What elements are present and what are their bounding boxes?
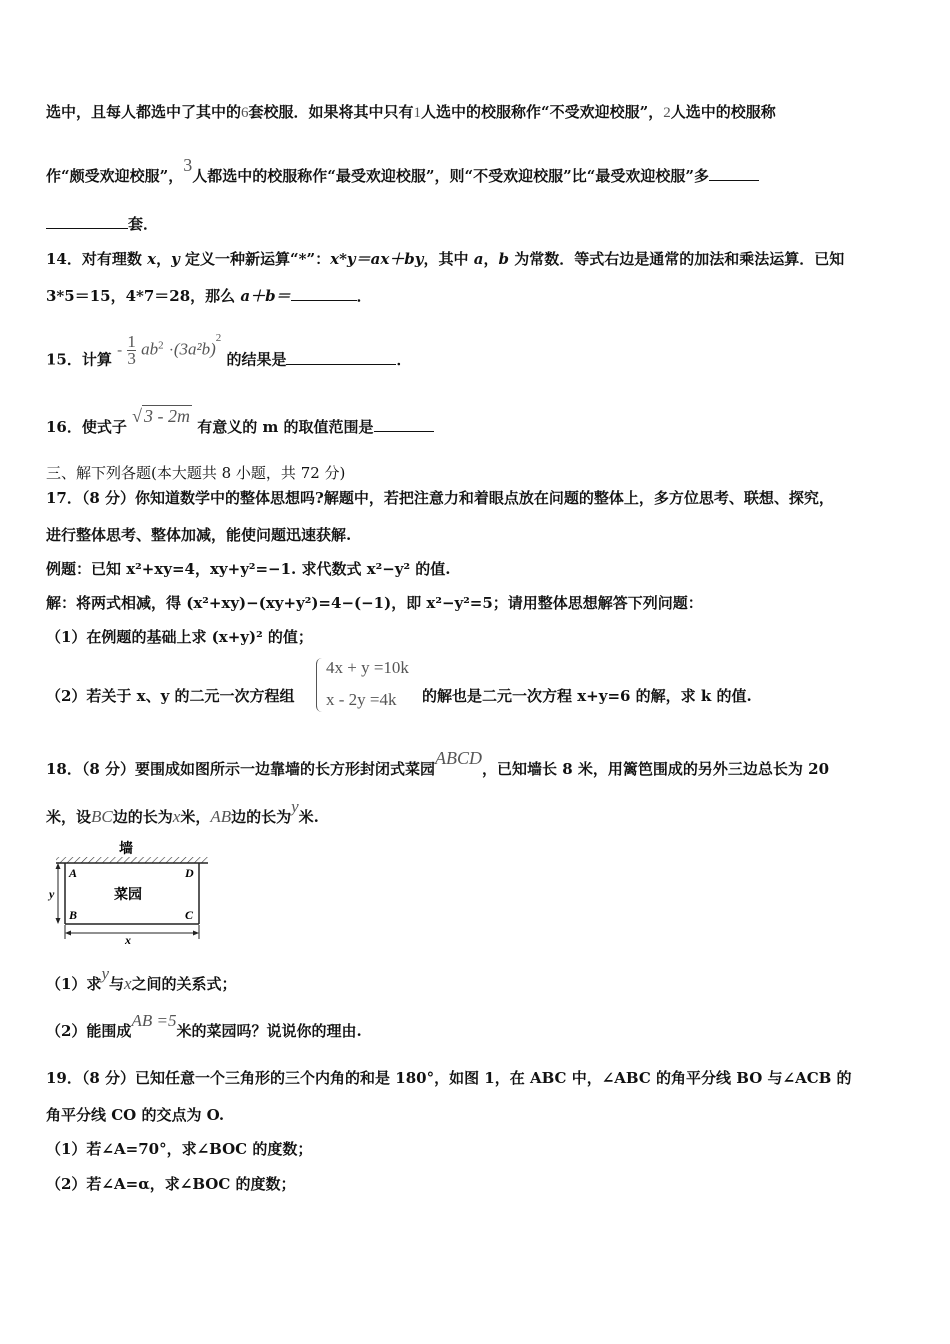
equation-row: x - 2y =4k [326,690,397,709]
q15-fraction [127,334,136,367]
q18-line1 [46,748,830,779]
q14-text: ，其中 [423,250,474,268]
q15-text: 的结果是 [226,350,287,369]
q18-var: x [172,807,181,826]
q18-text: 18．（8 分）要围成如图所示一边靠墙的长方形封闭式菜园 [46,760,436,778]
y-label: y [49,887,55,901]
wall-label: 墙 [119,842,133,857]
arrow-down [56,918,61,924]
answer-blank[interactable] [709,166,759,181]
garden-figure [44,836,214,946]
q13-text: 选中，且每人都选中了其中的 [46,103,242,121]
q18-text: 米，设 [46,808,92,826]
q14-text: ． [356,287,372,305]
q18-part2 [46,1011,362,1041]
q18-var: y [101,964,109,983]
answer-blank[interactable] [291,286,357,301]
arrow-right [193,931,199,936]
q15-text: 15．计算 [46,350,112,369]
q14-var: b [498,250,509,268]
q17-line2: 进行整体思考、整体加减，能使问题迅速获解. [46,526,352,544]
q18-text: 米. [298,808,319,826]
q14-var: y [171,250,180,268]
q18-part1 [46,964,237,994]
q15-sup: 2 [215,331,222,344]
q15-line [46,331,412,377]
q14-expr: x*y＝ax＋by [330,250,424,268]
q18-var: AB [210,807,232,826]
point-d: D [185,866,194,880]
q15-dot: · [168,342,174,359]
q16-text: 有意义的 m 的取值范围是 [197,418,374,436]
q13-text: 人选中的校服称 [670,103,776,121]
equation-row: 4x + y =10k [326,658,409,677]
q15-den: 3 [127,349,136,368]
q16-sqrt: √ 3 - 2m [132,406,190,426]
q15-paren: (3a²b) [173,339,216,359]
x-label: x [125,933,131,946]
arrow-left [65,931,71,936]
q18-text: 之间的关系式； [131,975,237,993]
q18-expr: AB =5 [131,1011,177,1030]
q18-var: y [291,797,299,816]
q13-text: 作“颇受欢迎校服”， [46,167,184,185]
answer-blank[interactable] [374,417,434,432]
q14-text: 14．对有理数 [46,250,148,268]
q17-solution: 解：将两式相减，得 (x²+xy)−(xy+y²)=4−(−1)，即 x²−y²=5；请用整体思想解答下列问题： [46,594,703,612]
q19-line2: 角平分线 CO 的交点为 O. [46,1106,225,1124]
q14-text: 定义一种新运算“*”： [179,250,331,268]
q15-ab: ab [141,339,159,359]
q18-text: 边的长为 [231,808,292,826]
q16-radicand: 3 - 2m [144,406,190,426]
q18-var: x [124,974,132,993]
q17-line1: 17．（8 分）你知道数学中的整体思想吗?解题中，若把注意力和着眼点放在问题的整体上，多方位思考、联想、探究， [46,489,834,507]
q18-text: 边的长为 [112,808,173,826]
q15-num: 1 [127,332,136,351]
q13-num: 3 [183,155,193,175]
point-c: C [185,908,194,922]
q13-num: 2 [663,105,671,121]
q18-text: 与 [108,975,124,993]
q13-text: 套． [128,215,159,233]
section-heading: 三、解下列各题(本大题共 8 小题，共 72 分) [46,464,346,482]
q18-text: 米， [180,808,211,826]
q17-part2-prefix: （2）若关于 x、y 的二元一次方程组 [46,687,295,705]
q17-example: 例题：已知 x²+xy=4，xy+y²=−1. 求代数式 x²−y² 的值. [46,560,451,578]
q18-var: BC [91,807,113,826]
q14-text: ， [483,250,499,268]
q16-line [46,406,434,437]
q17-part2-suffix: 的解也是二元一次方程 x+y=6 的解，求 k 的值. [422,687,752,705]
q16-text: 16．使式子 [46,418,127,436]
q14-var: x [147,250,157,268]
q13-line3 [46,214,158,234]
q14-text: ， [156,250,172,268]
q13-num: 1 [413,105,422,121]
arrow-up [56,863,61,869]
q13-line2 [46,155,759,186]
q18-text: （1）求 [46,975,102,993]
q15-neg: - [117,342,123,359]
q13-text: 人选中的校服称作“不受欢迎校服”， [421,103,664,121]
q14-text: 3*5＝15，4*7＝28，那么 [46,287,241,305]
q13-num: 6 [241,105,249,121]
q19-line1: 19．（8 分）已知任意一个三角形的三个内角的和是 180°，如图 1，在 ABC 中，∠ABC 的角平分线 BO 与∠ACB 的 [46,1069,852,1087]
q19-part2: （2）若∠A=α，求∠BOC 的度数； [46,1175,296,1193]
q13-text: 套校服．如果将其中只有 [248,103,414,121]
garden-label: 菜园 [114,888,142,903]
q17-part1: （1）在例题的基础上求 (x+y)² 的值； [46,628,313,646]
answer-blank[interactable] [286,350,396,365]
q18-text: 米的菜园吗？说说你的理由. [176,1022,362,1040]
wall-hatch [56,857,208,863]
q18-text: （2）能围成 [46,1022,132,1040]
q15-text: ． [396,350,412,369]
q18-text: ，已知墙长 8 米，用篱笆围成的另外三边总长为 20 [482,760,830,778]
brace [316,658,325,712]
q13-text: 人都选中的校服称作“最受欢迎校服”，则“不受欢迎校服”比“最受欢迎校服”多 [192,167,710,185]
q14-line1 [46,249,844,269]
q18-var: ABCD [435,748,483,768]
q18-line2 [46,797,319,827]
q14-text: 为常数．等式右边是通常的加法和乘法运算．已知 [508,250,845,268]
point-b: B [69,908,78,922]
q19-part1: （1）若∠A=70°，求∠BOC 的度数； [46,1140,313,1158]
q14-expr: a＋b＝ [240,287,291,305]
answer-blank[interactable] [46,214,128,229]
q14-line2 [46,286,372,306]
point-a: A [69,866,78,880]
q13-line1 [46,102,776,123]
q14-var: a [473,250,484,268]
q15-sup: 2 [158,339,164,352]
